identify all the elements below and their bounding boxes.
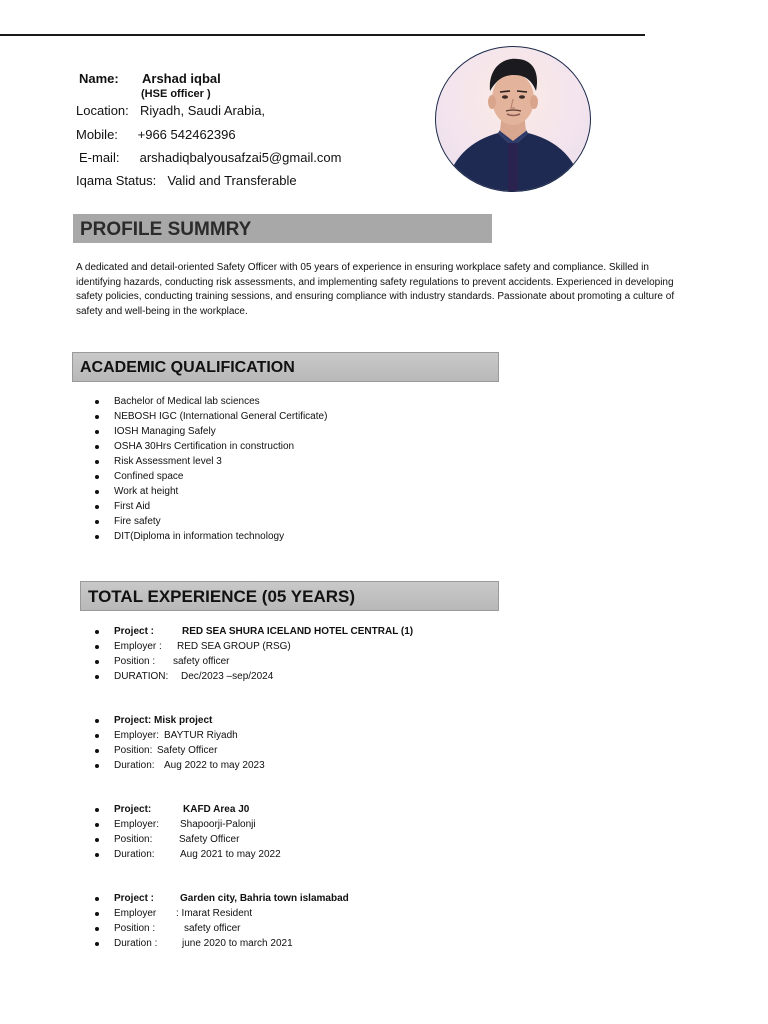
position-line: Position: Safety Officer xyxy=(95,743,413,758)
project-line: Project : Garden city, Bahria town islamabad xyxy=(95,891,413,906)
duration-line: Duration: Aug 2022 to may 2023 xyxy=(95,758,413,773)
position-line: Position : safety officer xyxy=(95,654,413,669)
iqama-row xyxy=(76,173,297,188)
list-spacer xyxy=(95,773,413,802)
experience-list xyxy=(95,624,413,951)
profile-summary-text: A dedicated and detail-oriented Safety Officer with 05 years of experience in ensuring workplace safety and compliance. Skilled in identifying hazards, conducting risk assessments, and implementing safety regulations to prevent accidents. Experienced in developing safety policies, conducting training sessions, and ensuring compliance with industry standards. Passionate about promoting a culture of safety and well-being in the workplace. xyxy=(76,262,675,317)
list-item: DIT(Diploma in information technology xyxy=(95,529,327,544)
top-divider xyxy=(0,34,645,36)
name-value: Arshad iqbal xyxy=(142,71,221,86)
position-line: Position: Safety Officer xyxy=(95,832,413,847)
duration-line: Duration : june 2020 to march 2021 xyxy=(95,936,413,951)
iqama-label: Iqama Status: xyxy=(76,173,157,188)
location-value: Riyadh, Saudi Arabia, xyxy=(140,103,266,118)
duration-line: Duration: Aug 2021 to may 2022 xyxy=(95,847,413,862)
location-row xyxy=(76,103,265,118)
iqama-value: Valid and Transferable xyxy=(167,173,297,188)
list-item: Work at height xyxy=(95,484,327,499)
mobile-row xyxy=(76,127,236,142)
experience-heading: TOTAL EXPERIENCE (05 YEARS) xyxy=(80,581,499,611)
email-value[interactable]: arshadiqbalyousafzai5@gmail.com xyxy=(139,150,342,165)
list-item: Risk Assessment level 3 xyxy=(95,454,327,469)
employer-line: Employer : RED SEA GROUP (RSG) xyxy=(95,639,413,654)
location-label: Location: xyxy=(76,103,129,118)
job-title: (HSE officer ) xyxy=(141,88,211,100)
mobile-value: +966 542462396 xyxy=(137,127,236,142)
mobile-label: Mobile: xyxy=(76,127,118,142)
employer-line: Employer: Shapoorji-Palonji xyxy=(95,817,413,832)
list-item: First Aid xyxy=(95,499,327,514)
academic-heading: ACADEMIC QUALIFICATION xyxy=(72,352,499,382)
employer-line: Employer: BAYTUR Riyadh xyxy=(95,728,413,743)
academic-list xyxy=(95,394,327,544)
list-item: Bachelor of Medical lab sciences xyxy=(95,394,327,409)
list-spacer xyxy=(95,684,413,713)
name-label: Name: xyxy=(79,71,119,86)
list-spacer xyxy=(95,862,413,891)
email-label: E-mail: xyxy=(79,150,120,165)
list-item: OSHA 30Hrs Certification in construction xyxy=(95,439,327,454)
position-line: Position : safety officer xyxy=(95,921,413,936)
email-row xyxy=(79,150,341,165)
project-line: Project : RED SEA SHURA ICELAND HOTEL CENTRAL (1) xyxy=(95,624,413,639)
duration-line: DURATION: Dec/2023 –sep/2024 xyxy=(95,669,413,684)
portrait-illustration xyxy=(436,47,590,191)
employer-line: Employer : Imarat Resident xyxy=(95,906,413,921)
list-item: IOSH Managing Safely xyxy=(95,424,327,439)
profile-photo xyxy=(435,46,591,192)
list-item: NEBOSH IGC (International General Certificate) xyxy=(95,409,327,424)
list-item: Confined space xyxy=(95,469,327,484)
project-line: Project: KAFD Area J0 xyxy=(95,802,413,817)
list-item: Fire safety xyxy=(95,514,327,529)
profile-summary-heading: PROFILE SUMMRY xyxy=(73,214,492,243)
project-line: Project: Misk project xyxy=(95,713,413,728)
